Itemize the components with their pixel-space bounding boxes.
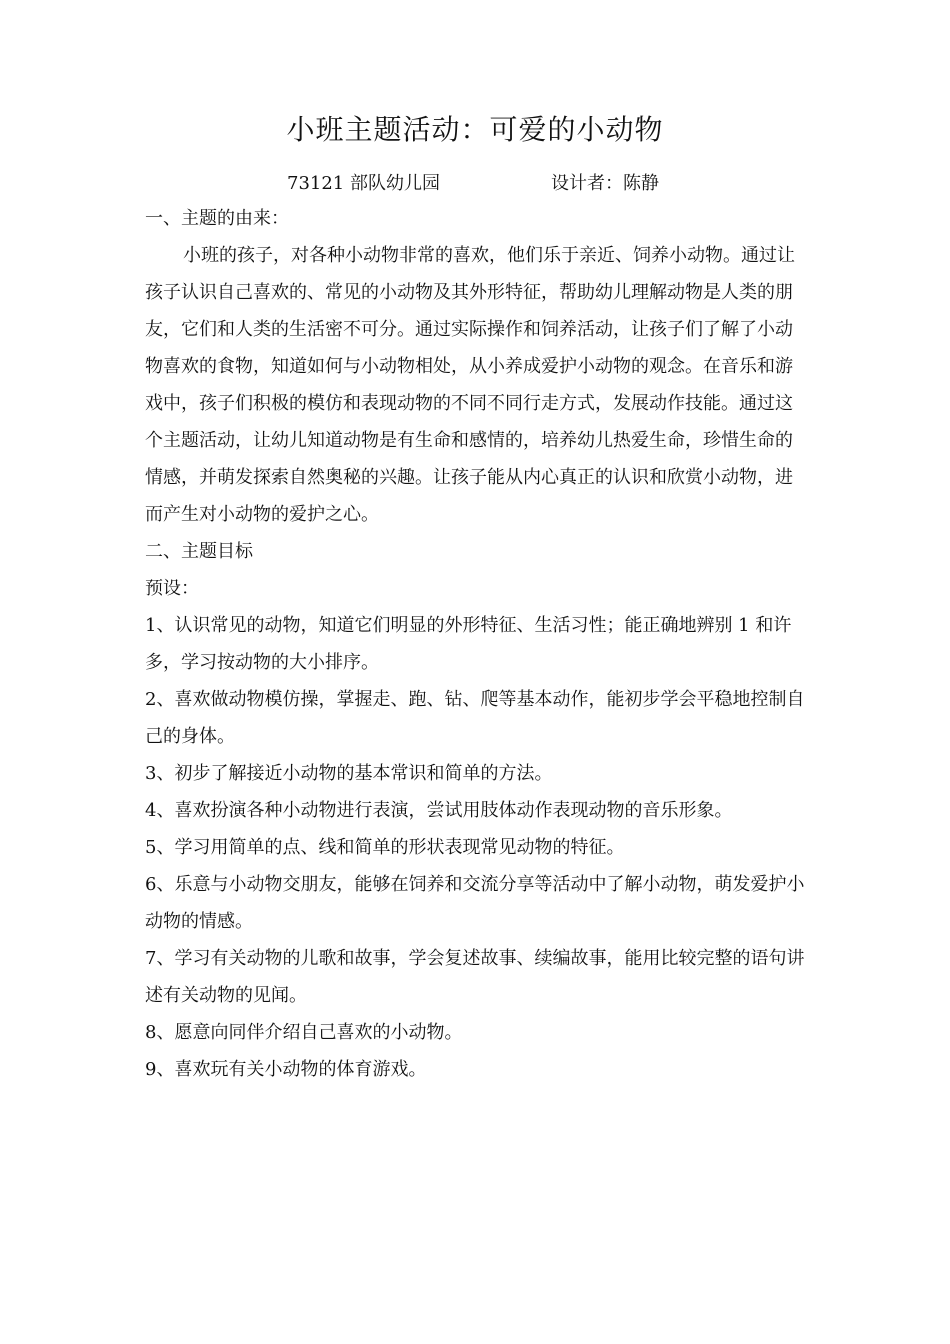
document-body [145, 200, 810, 1088]
goal-item: 3、初步了解接近小动物的基本常识和简单的方法。 [145, 763, 553, 784]
goal-item: 9、喜欢玩有关小动物的体育游戏。 [145, 1059, 427, 1080]
section1-paragraph: 小班的孩子，对各种小动物非常的喜欢，他们乐于亲近、饲养小动物。通过让孩子认识自己喜欢的、常见的小动物及其外形特征，帮助幼儿理解动物是人类的朋友，它们和人类的生活密不可分。通过实际操作和饲养活动，让孩子们了解了小动物喜欢的食物，知道如何与小动物相处，从小养成爱护小动物的观念。在音乐和游戏中，孩子们积极的模仿和表现动物的不同不同行走方式，发展动作技能。通过这个主题活动，让幼儿知道动物是有生命和感情的，培养幼儿热爱生命，珍惜生命的情感，并萌发探索自然奥秘的兴趣。让孩子能从内心真正的认识和欣赏小动物，进而产生对小动物的爱护之心。 [145, 245, 795, 525]
designer-label: 设计者：陈静 [551, 173, 659, 194]
goal-item: 1、认识常见的动物，知道它们明显的外形特征、生活习性；能正确地辨别 1 和许多，学习按动物的大小排序。 [145, 615, 792, 673]
goal-item: 8、愿意向同伴介绍自己喜欢的小动物。 [145, 1022, 463, 1043]
goal-item: 2、喜欢做动物模仿操，掌握走、跑、钻、爬等基本动作，能初步学会平稳地控制自己的身体。 [145, 689, 805, 747]
goal-item: 5、学习用简单的点、线和简单的形状表现常见动物的特征。 [145, 837, 625, 858]
section1-heading: 一、主题的由来： [145, 208, 289, 229]
organization-label: 73121 部队幼儿园 [287, 173, 440, 194]
section2-heading: 二、主题目标 [145, 541, 253, 562]
document-title: 小班主题活动：可爱的小动物 [286, 113, 664, 146]
preset-label: 预设： [145, 578, 199, 599]
goal-item: 4、喜欢扮演各种小动物进行表演，尝试用肢体动作表现动物的音乐形象。 [145, 800, 733, 821]
goal-item: 7、学习有关动物的儿歌和故事，学会复述故事、续编故事，能用比较完整的语句讲述有关动物的见闻。 [145, 948, 805, 1006]
goal-item: 6、乐意与小动物交朋友，能够在饲养和交流分享等活动中了解小动物，萌发爱护小动物的情感。 [145, 874, 805, 932]
